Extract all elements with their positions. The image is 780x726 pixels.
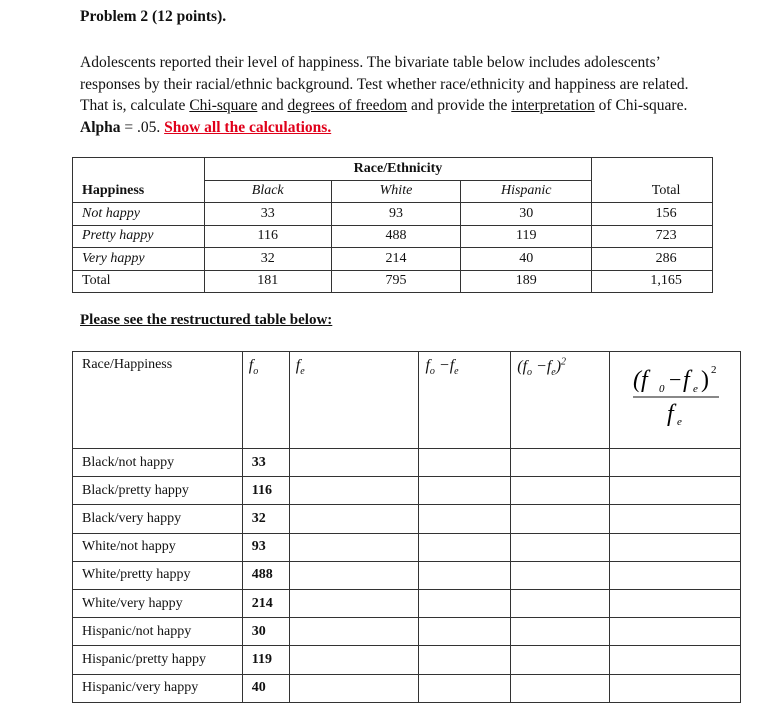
fe-cell: [289, 646, 419, 674]
problem-title: Problem 2 (12 points).: [80, 8, 227, 25]
fo-cell: 40: [242, 674, 289, 702]
table-row: [73, 225, 713, 248]
svg-text:(f: (f: [633, 367, 648, 393]
col-total: Total: [592, 180, 713, 203]
chi-cell: [610, 674, 741, 702]
sq-cell: [511, 561, 610, 589]
col-white: White: [331, 180, 461, 203]
row-label: White/very happy: [73, 589, 243, 617]
restructured-table: [72, 351, 741, 703]
diff-cell: [419, 505, 511, 533]
sq-cell: [511, 533, 610, 561]
row-label: Not happy: [73, 203, 205, 226]
cell: 93: [331, 203, 461, 226]
header-fo-minus-fe-squared: $(f_o -f_e)^2$: [511, 352, 610, 449]
diff-cell: [419, 477, 511, 505]
col-black: Black: [204, 180, 331, 203]
restructured-label: Please see the restructured table below:: [80, 312, 333, 328]
fo-cell: 32: [242, 505, 289, 533]
chi-cell: [610, 449, 741, 477]
cell: 119: [461, 225, 592, 248]
cell: 40: [461, 248, 592, 271]
fo-cell: 93: [242, 533, 289, 561]
diff-cell: [419, 618, 511, 646]
table-row: [73, 646, 741, 674]
diff-cell: [419, 561, 511, 589]
table-row: [73, 674, 741, 702]
cell: 189: [461, 270, 592, 293]
fe-cell: [289, 589, 419, 617]
row-label: Pretty happy: [73, 225, 205, 248]
sq-cell: [511, 589, 610, 617]
para-and-provide: and provide the: [407, 97, 512, 114]
svg-text:0: 0: [659, 383, 665, 395]
chi-cell: [610, 618, 741, 646]
race-ethnicity-header: Race/Ethnicity: [204, 158, 591, 181]
sq-cell: [511, 646, 610, 674]
fo-cell: 30: [242, 618, 289, 646]
svg-text:f: f: [683, 367, 690, 393]
row-label: Total: [73, 270, 205, 293]
fe-cell: [289, 477, 419, 505]
cell: 30: [461, 203, 592, 226]
happiness-header: Happiness: [73, 180, 205, 203]
cell: 116: [204, 225, 331, 248]
para-and: and: [257, 97, 288, 114]
chi-cell: [610, 646, 741, 674]
svg-text:e: e: [677, 416, 682, 427]
cell: 286: [592, 248, 713, 271]
cell: 1,165: [592, 270, 713, 293]
table-row: [73, 561, 741, 589]
table-row: [73, 533, 741, 561]
fe-cell: [289, 449, 419, 477]
cell: 795: [331, 270, 461, 293]
table-row: [73, 618, 741, 646]
svg-text:e: e: [693, 383, 698, 395]
header-chi-term: [610, 352, 741, 449]
bivariate-table: [72, 157, 713, 293]
svg-text:2: 2: [711, 364, 717, 376]
cell: 723: [592, 225, 713, 248]
header-fo: $f_o$: [242, 352, 289, 449]
sq-cell: [511, 477, 610, 505]
chi-square-term: Chi-square: [189, 97, 258, 114]
table-row: [73, 203, 713, 226]
table-row: [73, 505, 741, 533]
cell: 33: [204, 203, 331, 226]
chi-cell: [610, 533, 741, 561]
fe-cell: [289, 505, 419, 533]
table-row: [73, 270, 713, 293]
cell: 156: [592, 203, 713, 226]
row-label: Hispanic/pretty happy: [73, 646, 243, 674]
svg-text:f: f: [667, 401, 674, 427]
row-label: Black/not happy: [73, 449, 243, 477]
cell: 32: [204, 248, 331, 271]
sq-cell: [511, 449, 610, 477]
show-calculations: Show all the calculations.: [164, 118, 332, 136]
cell: 214: [331, 248, 461, 271]
cell: 488: [331, 225, 461, 248]
header-fo-minus-fe: $f_o -f_e$: [419, 352, 511, 449]
problem-paragraph: [80, 52, 710, 138]
svg-text:): ): [701, 367, 710, 393]
fo-cell: 488: [242, 561, 289, 589]
alpha-value: = .05.: [120, 118, 165, 136]
cell: 181: [204, 270, 331, 293]
header-fe: $f_e$: [289, 352, 419, 449]
diff-cell: [419, 646, 511, 674]
diff-cell: [419, 589, 511, 617]
chi-cell: [610, 505, 741, 533]
row-label: Very happy: [73, 248, 205, 271]
row-label: Hispanic/not happy: [73, 618, 243, 646]
svg-text:−: −: [669, 367, 682, 392]
fe-cell: [289, 561, 419, 589]
diff-cell: [419, 533, 511, 561]
row-label: Black/very happy: [73, 505, 243, 533]
table-row: [73, 449, 741, 477]
degrees-of-freedom-term: degrees of freedom: [287, 97, 408, 114]
para-of: of Chi-square.: [594, 97, 688, 114]
fo-cell: 33: [242, 449, 289, 477]
sq-cell: [511, 618, 610, 646]
fe-cell: [289, 674, 419, 702]
header-race-happiness: Race/Happiness: [73, 352, 243, 449]
table-row: [73, 248, 713, 271]
row-label: Hispanic/very happy: [73, 674, 243, 702]
row-label: White/not happy: [73, 533, 243, 561]
row-label: White/pretty happy: [73, 561, 243, 589]
interpretation-term: interpretation: [511, 97, 595, 114]
sq-cell: [511, 674, 610, 702]
fo-cell: 116: [242, 477, 289, 505]
col-hispanic: Hispanic: [461, 180, 592, 203]
sq-cell: [511, 505, 610, 533]
diff-cell: [419, 674, 511, 702]
fe-cell: [289, 618, 419, 646]
fo-cell: 214: [242, 589, 289, 617]
alpha-label: Alpha: [80, 118, 121, 136]
fe-cell: [289, 533, 419, 561]
fo-cell: 119: [242, 646, 289, 674]
chi-cell: [610, 561, 741, 589]
chi-cell: [610, 589, 741, 617]
chi-cell: [610, 477, 741, 505]
diff-cell: [419, 449, 511, 477]
para-text-1: Adolescents reported their level of happiness. The bivariate table below includes adolescents’ responses by their racial/ethnic background. Test whether race/ethnicity and happiness are related. That is, calculate: [80, 54, 689, 114]
table-row: [73, 589, 741, 617]
table-row: [73, 477, 741, 505]
chi-term-formula: [625, 357, 725, 427]
row-label: Black/pretty happy: [73, 477, 243, 505]
